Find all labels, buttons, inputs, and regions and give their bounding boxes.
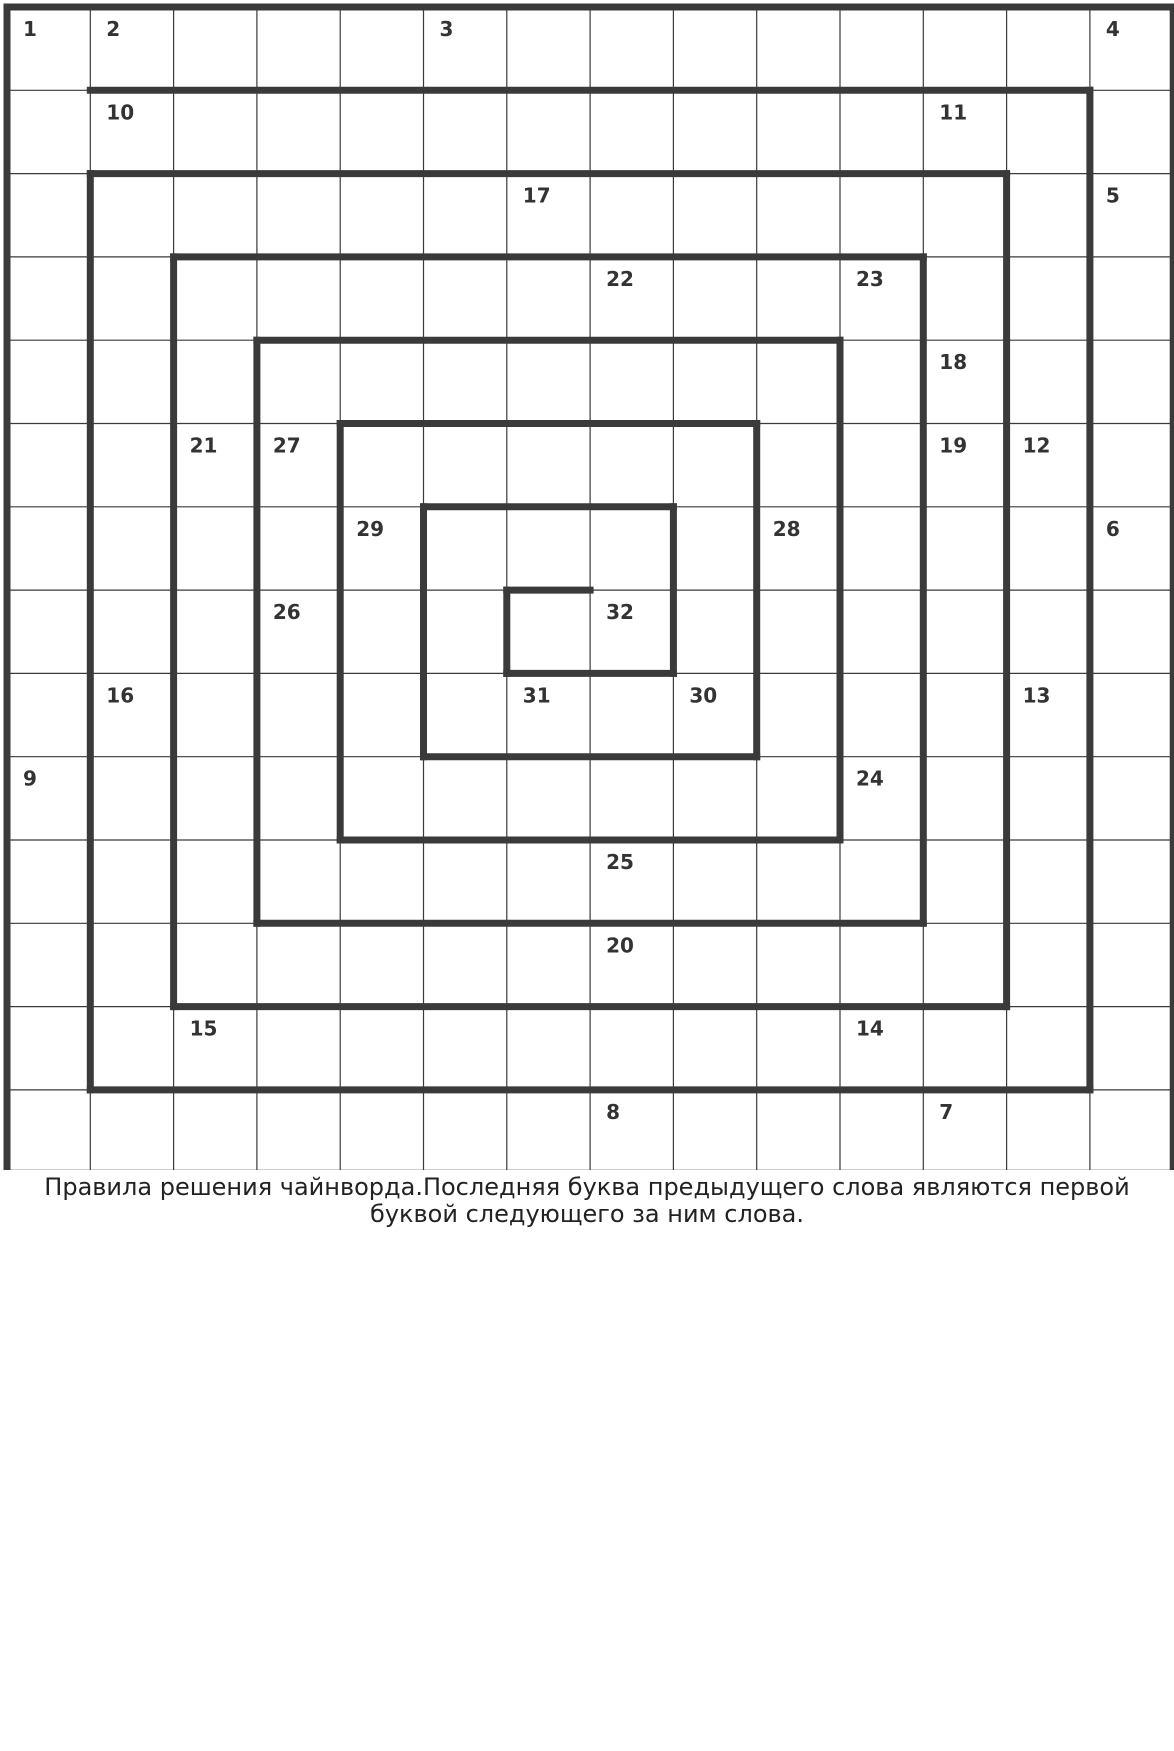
cell-number-11: 11 (939, 100, 968, 125)
cell-number-9: 9 (23, 766, 37, 791)
cell-number-14: 14 (856, 1016, 884, 1041)
cell-number-18: 18 (939, 350, 968, 375)
cell-number-23: 23 (856, 266, 884, 291)
cell-number-31: 31 (522, 683, 551, 708)
cell-number-19: 19 (939, 433, 968, 458)
numbered-cells (23, 17, 1120, 1124)
cell-number-21: 21 (189, 433, 218, 458)
cell-number-26: 26 (272, 600, 301, 625)
cell-number-13: 13 (1022, 683, 1051, 708)
cell-number-15: 15 (189, 1016, 218, 1041)
cell-number-10: 10 (106, 100, 135, 125)
cell-number-25: 25 (606, 850, 634, 874)
cell-number-24: 24 (856, 766, 884, 791)
cell-number-2: 2 (106, 17, 121, 41)
cell-number-7: 7 (939, 1099, 954, 1124)
cell-number-16: 16 (106, 683, 135, 708)
cell-number-30: 30 (689, 683, 718, 708)
cell-number-6: 6 (1105, 516, 1120, 541)
cell-number-12: 12 (1022, 433, 1051, 458)
cell-number-8: 8 (606, 1099, 621, 1124)
cell-number-17: 17 (522, 183, 551, 208)
cell-number-32: 32 (606, 600, 634, 625)
rules-text: Правила решения чайнворда.Последняя буква предыдущего слова являются первой буквой следующего за ним слова. (44, 1173, 1130, 1228)
cell-number-1: 1 (23, 17, 37, 41)
cell-number-4: 4 (1105, 17, 1120, 41)
cell-number-5: 5 (1105, 183, 1120, 208)
cell-number-28: 28 (772, 516, 801, 541)
cell-number-20: 20 (606, 933, 634, 958)
cell-number-3: 3 (439, 17, 454, 41)
cell-number-22: 22 (606, 266, 634, 291)
cell-number-29: 29 (356, 516, 385, 541)
cell-number-27: 27 (272, 433, 301, 458)
